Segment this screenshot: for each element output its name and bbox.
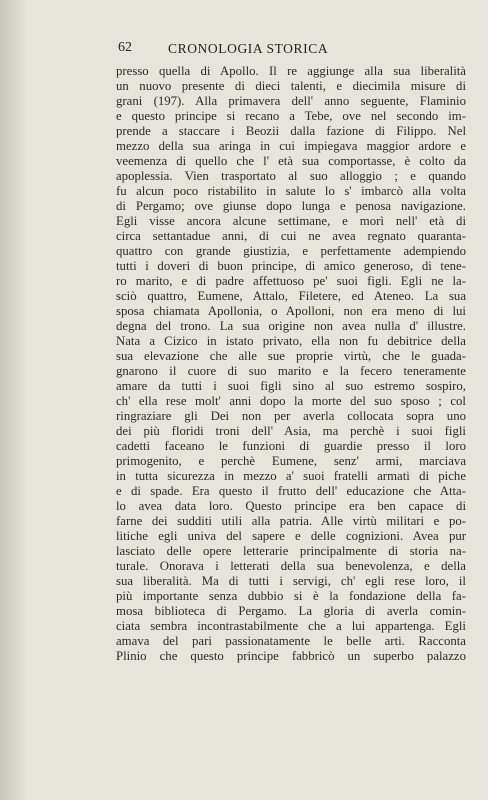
text-line: e di spade. Era questo il frutto dell' educazione che Atta- — [116, 484, 466, 498]
text-line: apoplessia. Vien trasportato al suo alloggio ; e quando — [116, 169, 466, 183]
text-line: ro marito, e di padre affettuoso pe' suoi figli. Egli ne la- — [116, 274, 466, 288]
page-number: 62 — [118, 40, 132, 55]
text-line: quattro con grande giustizia, e perfettamente adempiendo — [116, 244, 466, 258]
text-line: presso quella di Apollo. Il re aggiunge alla sua liberalità — [116, 64, 466, 78]
text-line: Egli visse ancora alcune settimane, e morì nell' età di — [116, 214, 466, 228]
text-line: sciò quattro, Eumene, Attalo, Filetere, ed Ateneo. La sua — [116, 289, 466, 303]
text-line: grani (197). Alla primavera dell' anno seguente, Flaminio — [116, 94, 466, 108]
text-line: dei più floridi troni dell' Asia, ma perchè i suoi figli — [116, 424, 466, 438]
text-line: turale. Onorava i letterati della sua benevolenza, e della — [116, 559, 466, 573]
text-line: lasciato delle opere letterarie principalmente di storia na- — [116, 544, 466, 558]
text-line: di Pergamo; ove giunse dopo lunga e penosa navigazione. — [116, 199, 466, 213]
text-line: farne dei sudditi utili alla patria. Alle virtù militari e po- — [116, 514, 466, 528]
text-line: degna del trono. La sua origine non avea nulla d' illustre. — [116, 319, 466, 333]
text-line: veemenza di quello che l' età sua comportasse, è colto da — [116, 154, 466, 168]
page-header — [118, 36, 458, 62]
text-line: circa settantadue anni, di cui ne avea regnato quaranta- — [116, 229, 466, 243]
text-line: prende a staccare i Beozii dalla fazione di Filippo. Nel — [116, 124, 466, 138]
text-line: cadetti faceano le funzioni di guardie presso il loro — [116, 439, 466, 453]
text-line: sua liberalità. Ma di tutti i servigi, ch' egli rese loro, il — [116, 574, 466, 588]
text-line: fu alcun poco ristabilito in salute lo s' imbarcò alla volta — [116, 184, 466, 198]
text-line: mezzo della sua aringa in cui impiegava maggior ardore e — [116, 139, 466, 153]
text-line: sua elevazione che alle sue proprie virtù, che le guada- — [116, 349, 466, 363]
text-line: tutti i doveri di buon principe, di amico generoso, di tene- — [116, 259, 466, 273]
text-line: litiche egli univa del sapere e delle cognizioni. Avea pur — [116, 529, 466, 543]
text-line: sposa chiamata Apollonia, o Apolloni, non era meno di lui — [116, 304, 466, 318]
text-line: Plinio che questo principe fabbricò un superbo palazzo — [116, 649, 466, 663]
text-line: primogenito, e perchè Eumene, senz' armi, marciava — [116, 454, 466, 468]
text-line: più importante senza dubbio si è la fondazione della fa- — [116, 589, 466, 603]
text-line: un nuovo presente di dieci talenti, e diecimila misure di — [116, 79, 466, 93]
text-line: ciata sembra incontrastabilmente che a lui appartenga. Egli — [116, 619, 466, 633]
text-line: gnarono il cuore di suo marito e la fecero teneramente — [116, 364, 466, 378]
text-line: amava del pari passionatamente le belle arti. Racconta — [116, 634, 466, 648]
text-line: in tutta sicurezza in mezzo a' suoi fratelli armati di piche — [116, 469, 466, 483]
body-text — [116, 64, 466, 664]
text-line: e questo principe si recano a Tebe, ove nel secondo im- — [116, 109, 466, 123]
text-line: amare da tutti i suoi figli sino al suo estremo sospiro, — [116, 379, 466, 393]
text-line: mosa biblioteca di Pergamo. La gloria di averla comin- — [116, 604, 466, 618]
text-line: ch' ella rese molt' anni dopo la morte del suo sposo ; col — [116, 394, 466, 408]
text-line: Nata a Cizico in istato privato, ella non fu debitrice della — [116, 334, 466, 348]
text-line: ringraziare gli Dei non per averla collocata sopra uno — [116, 409, 466, 423]
running-title: CRONOLOGIA STORICA — [168, 41, 329, 56]
text-line: lo avea data loro. Questo principe era ben capace di — [116, 499, 466, 513]
